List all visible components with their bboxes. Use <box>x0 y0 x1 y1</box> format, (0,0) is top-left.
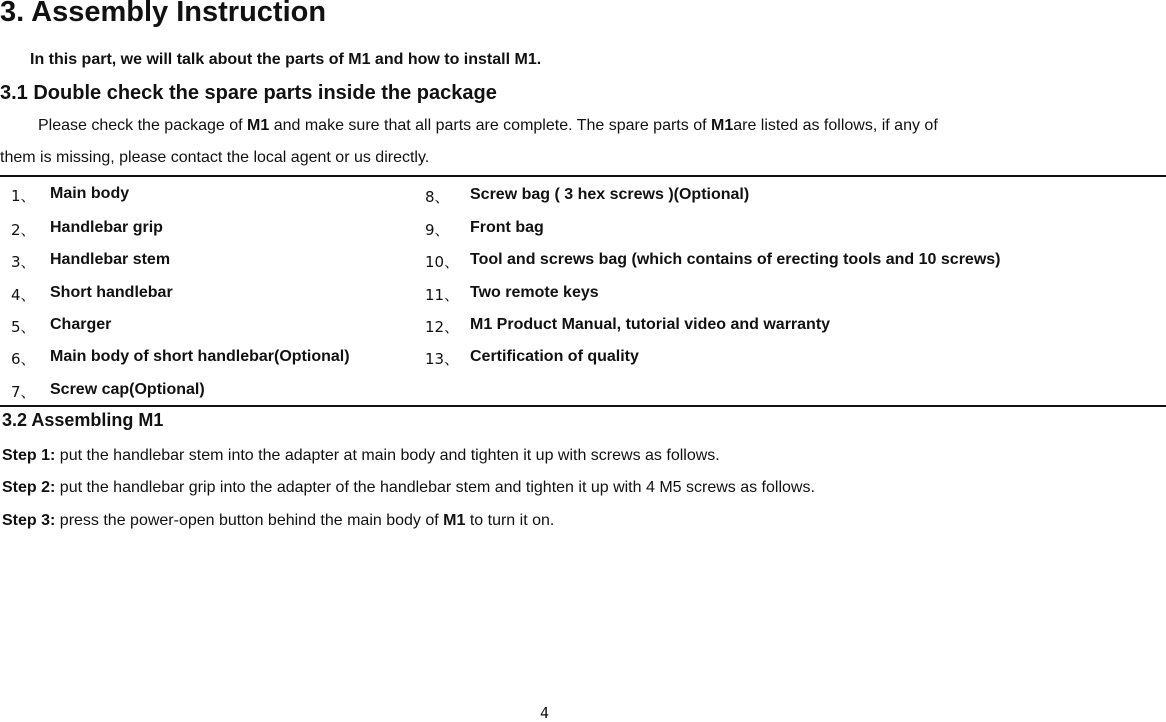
item-label: Screw bag ( 3 hex screws )(Optional) <box>470 186 750 203</box>
step-text: put the handlebar stem into the adapter at main body and tighten it up with screws as follows. <box>55 447 720 464</box>
section-heading-3-2: 3.2 Assembling M1 <box>2 410 164 430</box>
step-2 <box>2 479 815 497</box>
section-heading-3-1: 3.1 Double check the spare parts inside the package <box>0 82 497 104</box>
check-paragraph-line-2: them is missing, please contact the local agent or us directly. <box>0 149 430 166</box>
item-label: M1 Product Manual, tutorial video and warranty <box>470 316 831 333</box>
item-label: Main body of short handlebar(Optional) <box>50 348 350 365</box>
item-number: 9、 <box>425 221 450 239</box>
check-text-m1-b: M1 <box>710 117 734 134</box>
item-label: Front bag <box>470 219 544 236</box>
item-label: Charger <box>50 316 112 333</box>
item-number: 11、 <box>425 286 460 304</box>
item-number: 13、 <box>425 350 460 368</box>
item-label: Two remote keys <box>470 284 599 301</box>
page-number: 4 <box>540 704 550 722</box>
check-text-m1-a: M1 <box>247 117 270 134</box>
check-paragraph-line-1 <box>38 117 938 135</box>
check-text-c: and make sure that all parts are complete. The spare parts of <box>269 117 711 134</box>
item-number: 8、 <box>425 188 450 206</box>
step-1 <box>2 447 720 465</box>
parts-list-top-rule <box>0 175 1166 177</box>
item-number: 7、 <box>11 383 36 401</box>
item-label: Main body <box>50 185 130 202</box>
step-text-m1: M1 <box>443 512 466 529</box>
check-text-a: Please check the package of <box>38 117 248 134</box>
item-label: Certification of quality <box>470 348 639 365</box>
item-number: 5、 <box>11 318 36 336</box>
item-number: 6、 <box>11 350 36 368</box>
step-text-tail: to turn it on. <box>465 512 555 529</box>
step-text: put the handlebar grip into the adapter of the handlebar stem and tighten it up with 4 M5 screws as follows. <box>55 479 815 496</box>
page-title: 3. Assembly Instruction <box>0 0 327 28</box>
step-label: Step 3: <box>2 512 56 529</box>
step-text: press the power-open button behind the main body of <box>55 512 444 529</box>
item-label: Handlebar stem <box>50 251 171 268</box>
item-label: Handlebar grip <box>50 219 163 236</box>
step-label: Step 1: <box>2 447 56 464</box>
step-label: Step 2: <box>2 479 56 496</box>
item-number: 3、 <box>11 253 36 271</box>
item-number: 10、 <box>425 253 460 271</box>
parts-list-bottom-rule <box>0 405 1166 407</box>
item-number: 1、 <box>11 187 36 205</box>
check-text-e: are listed as follows, if any of <box>733 117 938 134</box>
item-number: 12、 <box>425 318 460 336</box>
step-3 <box>2 512 554 530</box>
item-label: Screw cap(Optional) <box>50 381 205 398</box>
item-label: Tool and screws bag (which contains of erecting tools and 10 screws) <box>470 251 1001 268</box>
item-number: 4、 <box>11 286 36 304</box>
intro-text: In this part, we will talk about the parts of M1 and how to install M1. <box>30 51 542 68</box>
item-number: 2、 <box>11 221 36 239</box>
item-label: Short handlebar <box>50 284 173 301</box>
